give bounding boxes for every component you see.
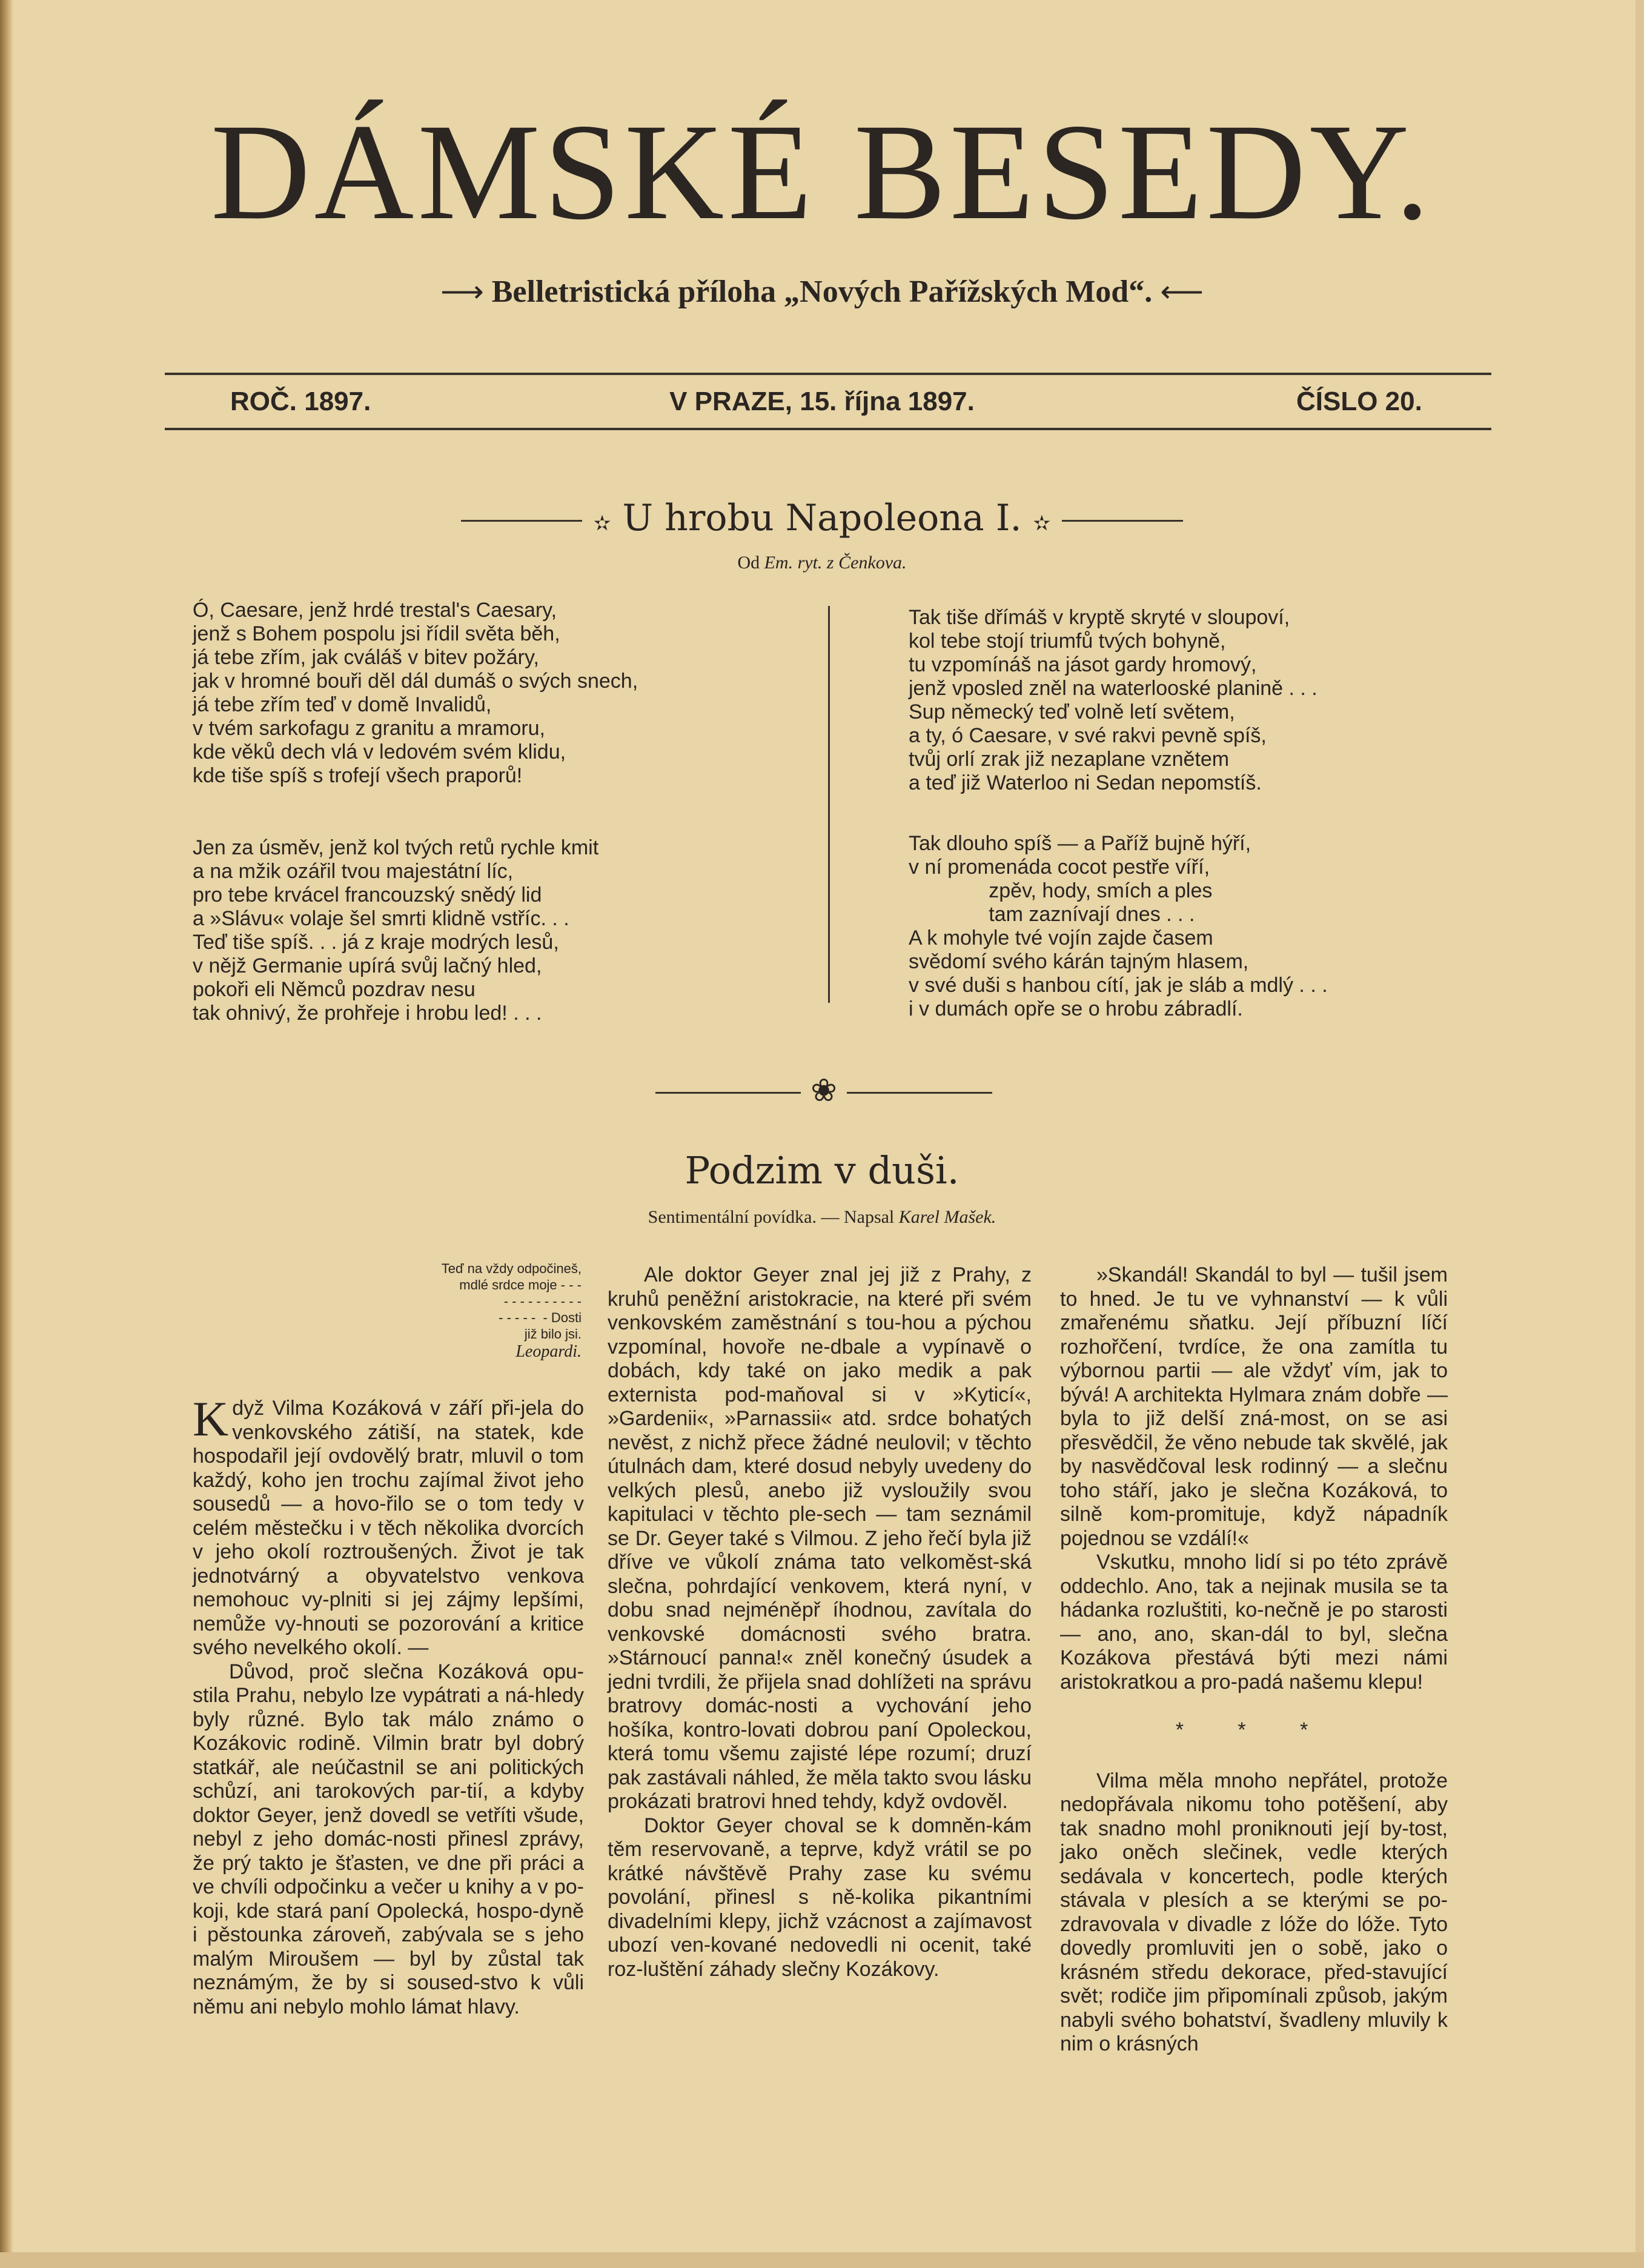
- story-author: Karel Mašek.: [898, 1207, 996, 1227]
- poem-column-divider: [828, 606, 830, 1003]
- section-break-stars: * * *: [1175, 1718, 1333, 1741]
- poem-title-rule-right: [1062, 520, 1183, 522]
- story-paragraph: Vilma měla mnoho nepřátel, protože nedopřávala nikomu toho potěšení, aby tak snadno mohl proniknouti její by-tost, jako oněch slečinek, vedle kterých sedávala v koncertech, podle kterých stávala v plesích a se kterými se po-zdravovala v divadle z lóže do lóže. Tyto dovedly promluviti jen o sobě, jako o krásném středu dekorace, před-stavující svět; rodiče jim připomínali způsob, jakým nabyli svého bohatství, švadleny mluvily k nim o krásných: [1060, 1769, 1448, 2055]
- ornament-rule-left: [655, 1092, 801, 1094]
- story-byline-prefix: Sentimentální povídka. — Napsal: [648, 1207, 895, 1227]
- story-paragraph: [193, 1391, 584, 1660]
- story-paragraph: Doktor Geyer choval se k domněn-kám těm reservovaně, a teprve, když vrátil se po krátké návštěvě Prahy zase ku svému povolání, přinesl s ně-kolika pikantními divadelními klepy, jichž vzácnost a zajímavost ubozí ven-kované nedovedli ni ocenit, také roz-luštění záhady slečny Kozákovy.: [608, 1814, 1032, 1981]
- section-ornament: [642, 1072, 1006, 1109]
- story-paragraph: »Skandál! Skandál to byl — tušil jsem to hned. Je tu ve vyhnanství — k vůli zmařenému sňatku. Její příbuzní líčí rozhořčení, tvrdíce, že ona zamítla tu výbornou partii — ale vždyť vím, jak to bývá! A architekta Hylmara znám dobře — byla to již delší zná-most, on se asi přesvědčil, že věno nebude tak skvělé, jak by nasvědčoval lesk rodinný — a slečnu toho stáří, jako je slečna Kozáková, to silně kom-promituje, když nápadník pojednou se vzdálí!«: [1060, 1263, 1448, 1550]
- header-rule-top: [165, 373, 1491, 375]
- issue-number: ČÍSLO 20.: [1296, 387, 1422, 416]
- page-spine-shadow: [0, 0, 13, 2268]
- page-bottom-edge: [0, 2252, 1644, 2268]
- poem-byline: [0, 553, 1644, 573]
- header-rule-bottom: [165, 428, 1491, 430]
- issue-place-date: V PRAZE, 15. října 1897.: [669, 387, 975, 416]
- poem-byline-prefix: Od: [737, 553, 760, 573]
- masthead-title: DÁMSKÉ BESEDY.: [210, 96, 1434, 248]
- flourish-right-icon: ⟵: [1160, 274, 1204, 308]
- story-byline: [0, 1207, 1644, 1228]
- epigraph-author: Leopardi.: [515, 1342, 582, 1361]
- masthead-subtitle: [0, 274, 1644, 310]
- drop-cap: K: [193, 1391, 229, 1446]
- poem-author: Em. ryt. z Čenkova.: [764, 553, 907, 573]
- story-column-2: [608, 1263, 1032, 1981]
- flower-ornament-icon: ❀: [810, 1072, 837, 1109]
- epigraph: [388, 1260, 582, 1362]
- poem-heading: [0, 497, 1644, 539]
- poem-right-stanza-1: Tak tiše dřímáš v kryptě skryté v sloupoví, kol tebe stojí triumfů tvých bohyně, tu vzpomínáš na jásot gardy hromový, jenž vposled zněl na waterlooské planině . . . Sup německý teď volně letí světem, a ty, ó Caesare, v své rakvi pevně spíš, tvůj orlí zrak již nezaplane vznětem a teď již Waterloo ni Sedan nepomstíš.: [909, 606, 1318, 794]
- story-paragraph: Vskutku, mnoho lidí si po této zprávě oddechlo. Ano, tak a nejinak musila se ta hádanka rozluštiti, ko-nečně je po starosti — ano, ano, skan-dál to byl, slečna Kozákova přestává býti mezi námi aristokratkou a pro-padá našemu klepu!: [1060, 1551, 1448, 1694]
- story-paragraph: Důvod, proč slečna Kozáková opu-stila Prahu, nebylo lze vypátrati a ná-hledy byly různé. Bylo tak málo známo o Kozákovic rodině. Vilmin bratr byl dobrý statkář, ale neúčastnil se ani politických schůzí, ani tarokových par-tií, a kdyby doktor Geyer, jenž dovedl se vetříti všude, nebyl z jeho domác-nosti přinesl zprávy, že prý takto je šťasten, ve dne při práci a ve chvíli odpočinku a večer u knihy a v po-koji, kde stará paní Opolecká, hospo-dyně i pěstounka zároveň, zabývala se s jeho malým Miroušem — byl by zůstal tak neznámým, že by si soused-stvo k vůli němu ani nebylo mohlo lámat hlavy.: [193, 1660, 584, 2018]
- story-column-3: [1060, 1263, 1448, 2057]
- poem-left-stanza-1: Ó, Caesare, jenž hrdé trestal's Caesary, jenž s Bohem pospolu jsi řídil světa běh, já tebe zřím, jak cváláš v bitev požáry, jak v hromné bouři děl dál dumáš o svých snech, já tebe zřím teď v domě Invalidů, v tvém sarkofagu z granitu a mramoru, kde věků dech vlá v ledovém svém klidu, kde tiše spíš s trofejí všech praporů!: [193, 599, 638, 787]
- subtitle-text: Belletristická příloha „Nových Pařížských Mod“.: [491, 274, 1153, 309]
- page-right-edge: [1636, 0, 1644, 2268]
- star-icon: ✫: [593, 511, 611, 536]
- paragraph-text: dyž Vilma Kozáková v září při-jela do venkovského zátiší, na statek, kde hospodařil její ovdovělý bratr, mluvil o tom každý, koho jen trochu zajímal život jeho sousedů — a hovo-řilo se o tom tedy v celém městečku i v těch několika dvorcích v jeho okolí roztroušených. Život je tak jednotvárný a obyvatelstvo venkova nemohouc vy-plniti si jej zájmy lepšími, nemůže vy-hnouti se pozorování a kritice svého nevelkého okolí. —: [193, 1397, 584, 1659]
- flourish-left-icon: ⟶: [440, 274, 484, 308]
- poem-title: U hrobu Napoleona I.: [622, 497, 1022, 539]
- poem-left-stanza-2: Jen za úsměv, jenž kol tvých retů rychle kmit a na mžik ozářil tvou majestátní líc, pro tebe krvácel francouzský snědý lid a »Slávu« volaje šel smrti klidně vstříc. . . Teď tiše spíš. . . já z kraje modrých lesů, v nějž Germanie upírá svůj lačný hled, pokoři eli Němců pozdrav nesu tak ohnivý, že prohřeje i hrobu led! . . .: [193, 836, 599, 1025]
- poem-right-stanza-2: Tak dlouho spíš — a Paříž bujně hýří, v ní promenáda cocot pestře víří, zpěv, hody, smích a ples tam zaznívají dnes . . . A k mohyle tvé vojín zajde časem svědomí svého kárán tajným hlasem, v své duši s hanbou cítí, jak je sláb a mdlý . . . i v dumách opře se o hrobu zábradlí.: [909, 832, 1328, 1020]
- star-icon: ✫: [1033, 511, 1051, 536]
- issue-year: ROČ. 1897.: [230, 387, 371, 416]
- story-column-1: [193, 1391, 584, 2019]
- epigraph-text: Teď na vždy odpočineš, mdlé srdce moje - - - - - - - - - - - - - - - - - - - Dosti již bilo jsi.: [441, 1261, 582, 1342]
- story-title: Podzim v duši.: [684, 1148, 960, 1192]
- story-paragraph: Ale doktor Geyer znal jej již z Prahy, z kruhů peněžní aristokracie, na které při svém venkovském zaměstnání s tou-hou a pýchou vzpomínal, hovoře ne-dbale a vypínavě o dobách, kdy také on jako medik a pak externista pod-maňoval si v »Kyticí«, »Gardenii«, »Parnassii« atd. srdce bohatých nevěst, z nichž přece žádné neulovil; v těchto útulnách dam, které dosud nebyly uvedeny do velkých plesů, anebo již vysloužily svou kapitulaci v těchto ple-sech — tam seznámil se Dr. Geyer také s Vilmou. Z jeho řečí byla již dříve ve vůkolí známa tato velkoměst-ská slečna, pohrdající venkovem, která nyní, v dobu snad nejméněpř íhodnou, zavítala do venkovské domácnosti svého bratra. »Stárnoucí panna!« zněl konečný úsudek a jedni tvrdili, že přijela snad dohlížeti na správu bratrovy domác-nosti a vychování jeho hošíka, kontro-lovati dobrou paní Opoleckou, která tomu všemu zajisté lépe rozumí; druzí pak zastávali náhled, že měla takto svou lásku prokázati bratrovi hned tehdy, když ovdověl.: [608, 1263, 1032, 1813]
- poem-title-rule-left: [461, 520, 582, 522]
- ornament-rule-right: [847, 1092, 992, 1094]
